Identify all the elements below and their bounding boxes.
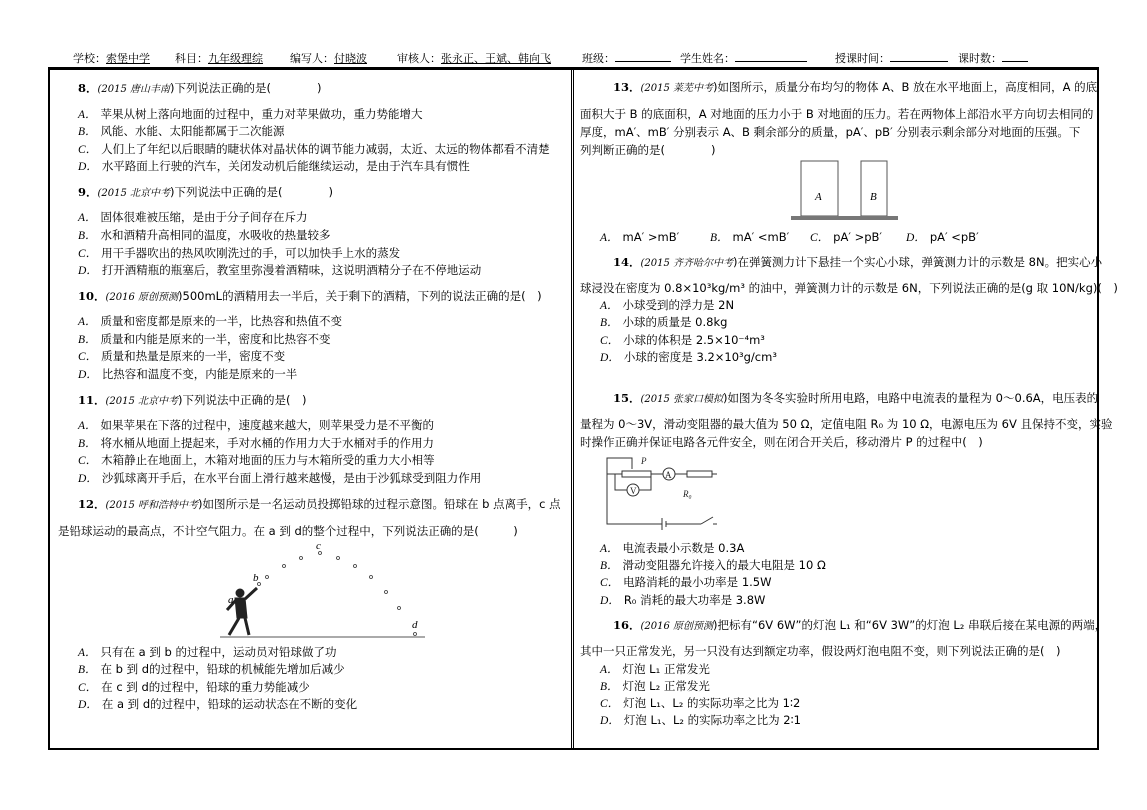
option-text: 灯泡 L₂ 正常发光: [622, 679, 710, 693]
subject-value: 九年级理综: [208, 52, 263, 65]
label: 学校：: [73, 52, 106, 65]
option-b[interactable]: [78, 435, 434, 452]
option-letter: A．: [78, 316, 97, 328]
time-blank[interactable]: [890, 50, 948, 62]
option-b[interactable]: [78, 331, 331, 348]
stem-text: )500mL的酒精用去一半后，关于剩下的酒精，下列的说法正确的是( ): [178, 289, 542, 303]
option-letter: B．: [78, 438, 97, 450]
question-source: (2016 原创预测: [640, 621, 714, 632]
reviewer-value: 张永正、王斌、韩向飞: [441, 52, 551, 65]
question-15-stem: [613, 390, 1098, 408]
option-letter: A．: [600, 232, 619, 244]
option-a[interactable]: [78, 313, 342, 330]
option-letter: B．: [78, 664, 97, 676]
class-blank[interactable]: [615, 50, 671, 62]
option-text: 水和酒精升高相同的温度，水吸收的热量较多: [100, 228, 331, 242]
option-text: 小球的密度是 3.2×10³g/cm³: [623, 350, 777, 364]
option-letter: B．: [78, 230, 97, 242]
option-letter: D．: [600, 595, 620, 607]
header-hours: [958, 50, 1028, 66]
voltmeter-label: V: [630, 486, 637, 496]
option-text: pA′ <pB′: [929, 230, 979, 244]
circuit-figure: [605, 454, 717, 534]
header-class: [582, 50, 671, 66]
stem-text: )如图所示是一名运动员投掷铅球的过程示意图。铅球在 b 点离手，c 点: [198, 497, 561, 511]
question-number: 12．: [78, 497, 106, 511]
option-letter: C．: [600, 335, 620, 347]
option-letter: C．: [78, 144, 98, 156]
option-letter: B．: [600, 317, 619, 329]
option-c[interactable]: [78, 348, 285, 365]
option-text: 如果苹果在下落的过程中，速度越来越大，则苹果受力是不平衡的: [100, 418, 435, 432]
option-letter: A．: [78, 420, 97, 432]
option-text: R₀ 消耗的最大功率是 3.8W: [623, 593, 766, 607]
option-c[interactable]: [78, 452, 435, 469]
question-12-stem: [78, 496, 561, 514]
option-c[interactable]: [810, 229, 882, 246]
option-text: 沙狐球离开手后，在水平台面上滑行越来越慢，是由于沙狐球受到阻力作用: [101, 471, 482, 485]
option-letter: C．: [78, 682, 98, 694]
question-source: (2015 呼和浩特中考: [105, 500, 199, 511]
question-number: 11．: [78, 393, 106, 407]
option-letter: B．: [78, 126, 97, 138]
option-text: 质量和密度都是原来的一半，比热容和热值不变: [100, 314, 343, 328]
stem-text: )如图为冬冬实验时所用电路，电路中电流表的量程为 0～0.6A，电压表的: [723, 391, 1099, 405]
blocks-figure: [790, 160, 900, 222]
question-16-stem: [613, 617, 1106, 635]
question-8-stem: [78, 80, 322, 98]
stem-text: 面积大于 B 的底面积，A 对地面的压力小于 B 对地面的压力。若在两物体上部沿水平方向切去相同的: [580, 107, 1094, 121]
option-letter: B．: [600, 681, 619, 693]
option-b[interactable]: [78, 661, 345, 678]
question-13-stem: [580, 106, 1093, 122]
option-letter: C．: [78, 248, 98, 260]
option-b[interactable]: [710, 229, 789, 246]
question-source: (2015 齐齐哈尔中考: [640, 258, 734, 269]
question-number: 8．: [78, 81, 98, 95]
column-divider: [571, 67, 574, 750]
question-13-stem: [613, 79, 1097, 97]
option-a[interactable]: [78, 209, 308, 226]
option-text: 在 c 到 d的过程中，铅球的重力势能减少: [101, 680, 310, 694]
option-letter: A．: [600, 664, 619, 676]
option-text: 电路消耗的最小功率是 1.5W: [623, 575, 772, 589]
label: 科目：: [175, 52, 208, 65]
option-letter: D．: [78, 161, 98, 173]
stem-text: )下列说法中正确的是( ): [170, 185, 334, 199]
label-a: a: [228, 594, 234, 606]
option-letter: D．: [78, 369, 98, 381]
option-letter: D．: [78, 473, 98, 485]
question-source: (2015 北京中考: [97, 188, 171, 199]
resistor-r0: [687, 471, 712, 477]
stem-text: 厚度，mA′、mB′ 分别表示 A、B 剩余部分的质量，pA′、pB′ 分别表示剩余部分对地面的压强。下: [580, 125, 1081, 139]
stem-text: 是铅球运动的最高点，不计空气阻力。在 a 到 d的整个过程中，下列说法正确的是( ): [58, 524, 518, 538]
question-12-stem: [58, 523, 518, 539]
label: 学生姓名：: [680, 52, 735, 65]
option-letter: A．: [78, 647, 97, 659]
option-a[interactable]: [600, 540, 744, 557]
option-text: 在 b 到 d的过程中，铅球的机械能先增加后减少: [100, 662, 345, 676]
option-b[interactable]: [600, 314, 727, 331]
question-16-stem: [580, 643, 1060, 659]
option-d[interactable]: [78, 696, 357, 713]
hours-blank[interactable]: [1002, 50, 1028, 62]
stem-text: 其中一只正常发光，另一只没有达到额定功率，假设两灯泡电阻不变，则下列说法正确的是( ): [580, 644, 1061, 658]
ammeter-label: A: [665, 470, 672, 480]
question-15-stem: [580, 416, 1113, 432]
option-text: 小球的体积是 2.5×10⁻⁴m³: [623, 333, 765, 347]
slider-p-label: P: [641, 456, 647, 466]
stem-text: )把标有“6V 6W”的灯泡 L₁ 和“6V 3W”的灯泡 L₂ 串联后接在某电源的两端，: [713, 618, 1107, 632]
option-letter: C．: [78, 455, 98, 467]
option-letter: C．: [600, 698, 620, 710]
label: 授课时间：: [835, 52, 890, 65]
option-d[interactable]: [78, 158, 470, 175]
option-a[interactable]: [78, 106, 423, 123]
author-value: 付晓波: [334, 52, 367, 65]
label-c: c: [316, 540, 321, 552]
option-text: 电流表最小示数是 0.3A: [622, 541, 745, 555]
option-text: pA′ >pB′: [833, 230, 883, 244]
question-source: (2015 唐山丰南: [97, 84, 171, 95]
header-author: [290, 50, 367, 66]
option-letter: C．: [810, 232, 830, 244]
label: 课时数：: [958, 52, 1002, 65]
stem-text: 时操作正确并保证电路各元件安全，则在闭合开关后，移动滑片 P 的过程中( ): [580, 435, 983, 449]
option-text: 风能、水能、太阳能都属于二次能源: [100, 124, 285, 138]
option-text: 小球的质量是 0.8kg: [622, 315, 728, 329]
r0-label: R₀: [683, 489, 692, 499]
header-student: [680, 50, 807, 66]
option-d[interactable]: [600, 349, 777, 366]
stem-text: )下列说法中正确的是( ): [178, 393, 307, 407]
option-text: 灯泡 L₁、L₂ 的实际功率之比为 2∶1: [623, 713, 801, 727]
question-number: 15．: [613, 391, 641, 405]
option-text: 打开酒精瓶的瓶塞后，教室里弥漫着酒精味，这说明酒精分子在不停地运动: [101, 263, 482, 277]
stem-text: )在弹簧测力计下悬挂一个实心小球，弹簧测力计的示数是 8N。把实心小: [733, 255, 1103, 269]
option-d[interactable]: [600, 592, 765, 609]
question-9-stem: [78, 184, 333, 202]
option-letter: B．: [710, 232, 729, 244]
option-text: 人们上了年纪以后眼睛的睫状体对晶状体的调节能力减弱，太近、太远的物体都看不清楚: [101, 142, 550, 156]
stem-text: 列判断正确的是( ): [580, 143, 716, 157]
block-b-label: B: [870, 191, 877, 203]
option-c[interactable]: [78, 679, 310, 696]
option-b[interactable]: [78, 123, 285, 140]
option-text: 灯泡 L₁ 正常发光: [622, 662, 710, 676]
option-text: mA′ >mB′: [622, 230, 680, 244]
option-text: 在 a 到 d的过程中，铅球的运动状态在不断的变化: [101, 697, 358, 711]
question-number: 14．: [613, 255, 641, 269]
school-value: 索堡中学: [106, 52, 150, 65]
label: 编写人：: [290, 52, 334, 65]
stem-text: )下列说法正确的是( ): [170, 81, 322, 95]
question-source: (2015 莱芜中考: [640, 83, 714, 94]
option-a[interactable]: [600, 297, 734, 314]
option-text: 用干手器吹出的热风吹刚洗过的手，可以加快手上水的蒸发: [101, 246, 401, 260]
option-letter: B．: [600, 560, 619, 572]
question-13-stem: [580, 124, 1080, 140]
header-subject: [175, 50, 263, 66]
stem-text: )如图所示，质量分布均匀的物体 A、B 放在水平地面上，高度相同，A 的底: [713, 80, 1098, 94]
option-letter: B．: [78, 334, 97, 346]
option-text: 固体很难被压缩，是由于分子间存在斥力: [100, 210, 308, 224]
option-letter: D．: [78, 699, 98, 711]
option-letter: A．: [78, 109, 97, 121]
label: 审核人：: [397, 52, 441, 65]
question-11-stem: [78, 392, 307, 410]
question-number: 9．: [78, 185, 98, 199]
ball-trajectory: [258, 552, 417, 636]
option-d[interactable]: [78, 262, 481, 279]
option-c[interactable]: [600, 332, 765, 349]
option-text: 质量和热量是原来的一半，密度不变: [101, 349, 286, 363]
question-13-stem: [580, 142, 715, 158]
block-a-label: A: [815, 191, 822, 203]
question-source: (2016 原创预测: [105, 292, 179, 303]
option-letter: D．: [600, 715, 620, 727]
header-school: [73, 50, 150, 66]
option-letter: D．: [906, 232, 926, 244]
option-text: 苹果从树上落向地面的过程中，重力对苹果做功，重力势能增大: [100, 107, 423, 121]
option-d[interactable]: [78, 470, 481, 487]
option-a[interactable]: [78, 417, 434, 434]
option-letter: D．: [600, 352, 620, 364]
question-14-stem: [580, 280, 1118, 296]
option-c[interactable]: [600, 574, 772, 591]
stem-text: 量程为 0～3V，滑动变阻器的最大值为 50 Ω，定值电阻 R₀ 为 10 Ω，电源电压为 6V 且保持不变，实验: [580, 417, 1113, 431]
option-letter: C．: [78, 351, 98, 363]
option-text: 滑动变阻器允许接入的最大电阻是 10 Ω: [622, 558, 826, 572]
option-letter: D．: [78, 265, 98, 277]
option-text: 将水桶从地面上提起来，手对水桶的作用力大于水桶对手的作用力: [100, 436, 435, 450]
option-letter: C．: [600, 577, 620, 589]
question-number: 13．: [613, 80, 641, 94]
question-source: (2015 张家口模拟: [640, 394, 724, 405]
rheostat: [622, 471, 651, 477]
option-d[interactable]: [600, 712, 801, 729]
stem-text: 球浸没在密度为 0.8×10³kg/m³ 的油中，弹簧测力计的示数是 6N，下列说法正确的是(g 取 10N/kg)( ): [580, 281, 1118, 295]
question-10-stem: [78, 288, 542, 306]
option-c[interactable]: [600, 695, 800, 712]
option-c[interactable]: [78, 245, 400, 262]
option-text: 水平路面上行驶的汽车，关闭发动机后能继续运动，是由于汽车具有惯性: [101, 159, 470, 173]
option-text: 比热容和温度不变，内能是原来的一半: [101, 367, 298, 381]
option-c[interactable]: [78, 141, 550, 158]
student-blank[interactable]: [735, 50, 807, 62]
question-14-stem: [613, 254, 1102, 272]
option-d[interactable]: [78, 366, 297, 383]
option-a[interactable]: [78, 644, 337, 661]
option-text: 小球受到的浮力是 2N: [622, 298, 735, 312]
option-a[interactable]: [600, 229, 679, 246]
option-text: mA′ <mB′: [732, 230, 790, 244]
shot-put-figure: [215, 540, 430, 640]
option-a[interactable]: [600, 661, 710, 678]
label-d: d: [412, 619, 418, 631]
option-b[interactable]: [600, 557, 826, 574]
option-letter: A．: [600, 300, 619, 312]
question-source: (2015 北京中考: [105, 396, 179, 407]
question-number: 16．: [613, 618, 641, 632]
option-text: 只有在 a 到 b 的过程中，运动员对铅球做了功: [100, 645, 337, 659]
option-b[interactable]: [600, 678, 710, 695]
label-b: b: [253, 572, 259, 584]
option-text: 木箱静止在地面上，木箱对地面的压力与木箱所受的重力大小相等: [101, 453, 435, 467]
label: 班级：: [582, 52, 615, 65]
option-text: 灯泡 L₁、L₂ 的实际功率之比为 1∶2: [623, 696, 801, 710]
option-letter: A．: [78, 212, 97, 224]
question-number: 10．: [78, 289, 106, 303]
header-time: [835, 50, 948, 66]
option-d[interactable]: [906, 229, 979, 246]
option-b[interactable]: [78, 227, 331, 244]
question-15-stem: [580, 434, 983, 450]
option-letter: A．: [600, 543, 619, 555]
header-reviewer: [397, 50, 551, 66]
option-text: 质量和内能是原来的一半，密度和比热容不变: [100, 332, 331, 346]
